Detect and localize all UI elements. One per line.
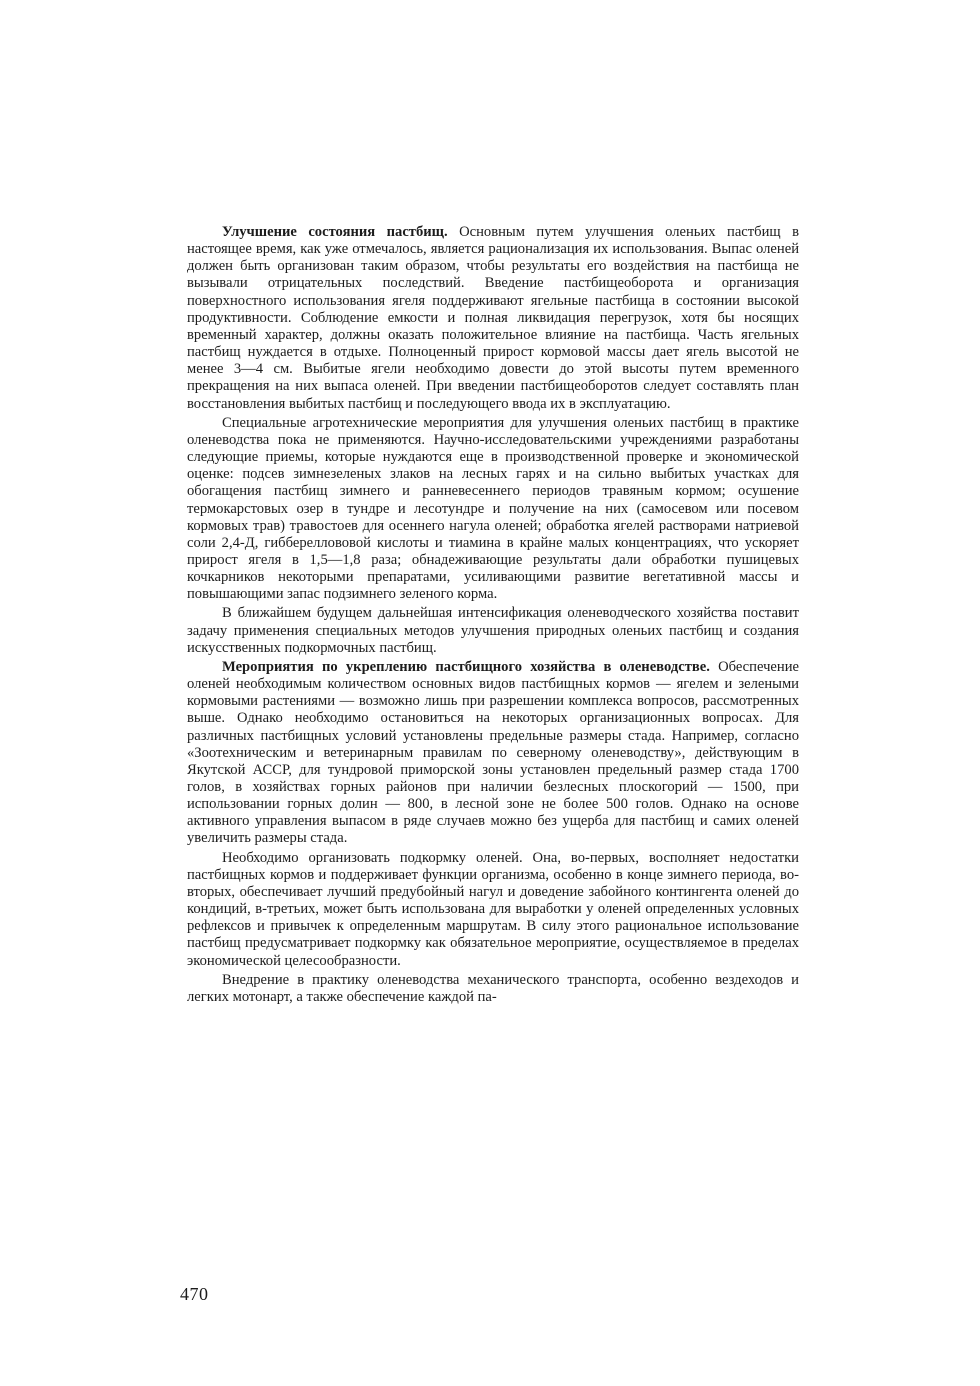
body-text: [187, 224, 799, 1008]
paragraph-heading: Улучшение состояния пастбищ.: [222, 224, 448, 240]
paragraph-pasture-improvement: [187, 224, 799, 413]
paragraph-mechanical-transport: [187, 972, 799, 1006]
paragraph-text: Обеспечение оленей необходимым количеством основных видов пастбищных кормов — ягелем и зелеными кормовыми растениями — возможно лишь при разрешении комплекса вопросов, рассмотренных выше. Однако необходимо остановиться на некоторых организационных вопросах. Для различных пастбищных условий установлены предельные размеры стада. Например, согласно «Зоотехническим и ветеринарным правилам по северному оленеводству», действующим в Якутской АССР, для тундровой приморской зоны установлен предельный размер стада 1700 голов, в хозяйствах горных районов при наличии безлесных плоскогорий — 1500, при использовании горных долин — 800, в лесной зоне не более 500 голов. Однако на основе активного управления выпасом в ряде случаев можно без ущерба для пастбищ и самих оленей увеличить размеры стада.: [187, 658, 799, 847]
paragraph-text: Специальные агротехнические мероприятия для улучшения оленьих пастбищ в практике оленеводства пока не применяются. Научно-исследовательскими учреждениями разработаны следующие приемы, которые нуждаются еще в производственной проверке и экономической оценке: подсев зимнезеленых злаков на лесных гарях и на сильно выбитых участках для обогащения пастбищ зимнего и ранневесеннего периодов травяным кормом; осушение термокарстовых озер в тундре и лесотундре и получение на них (самосевом или посевом кормовых трав) травостоев для осеннего нагула оленей; обработка ягелей растворами натриевой соли 2,4-Д, гиббереллововой кислоты и тиамина в крайне малых концентрациях, что ускоряет прирост ягеля в 1,5—1,8 раза; обнадеживающие результаты дали обработки пушицевых кочкарников некоторыми препаратами, усиливающими развитие вегетативной массы и повышающими запас подзимнего зеленого корма.: [187, 414, 799, 603]
paragraph-supplementary-feeding: [187, 850, 799, 970]
paragraph-text: Необходимо организовать подкормку оленей. Она, во-первых, восполняет недостатки пастбищных кормов и поддерживает функции организма, особенно в конце зимнего периода, во-вторых, обеспечивает лучший предубойный нагул и доведение забойного контингента оленей до кондиций, в-третьих, может быть использована для выработки у оленей определенных условных рефлексов и привычек к определенным маршрутам. В силу этого рациональное использование пастбищ предусматривает подкормку как обязательное мероприятие, осуществляемое в пределах экономической целесообразности.: [187, 849, 799, 969]
paragraph-agrotechnical-measures: [187, 415, 799, 604]
paragraph-heading: Мероприятия по укреплению пастбищного хозяйства в оленеводстве.: [222, 658, 710, 675]
paragraph-text: Основным путем улучшения оленьих пастбищ в настоящее время, как уже отмечалось, является рационализация их использования. Выпас оленей должен быть организован таким образом, чтобы результаты его воздействия на пастбища не вызывали отрицательных последствий. Введение пастбищеоборота и организация поверхностного использования ягеля поддерживают ягельные пастбища в состоянии высокой продуктивности. Соблюдение емкости и полная ликвидация перегрузок, хотя бы носящих временный характер, должны оказать положительное влияние на пастбища. Часть ягельных пастбищ нуждается в отдыхе. Полноценный прирост кормовой массы дает ягель высотой не менее 3—4 см. Выбитые ягели необходимо довести до этой высоты путем временного прекращения на них выпаса оленей. При введении пастбищеоборотов следует составлять план восстановления выбитых пастбищ и последующего ввода их в эксплуатацию.: [187, 224, 799, 412]
page-number: 470: [180, 1284, 209, 1304]
paragraph-text: Внедрение в практику оленеводства механического транспорта, особенно вездеходов и легких мотонарт, а также обеспечение каждой па-: [187, 971, 799, 1005]
paragraph-pasture-management: [187, 659, 799, 848]
paragraph-text: В ближайшем будущем дальнейшая интенсификация оленеводческого хозяйства поставит задачу применения специальных методов улучшения природных оленьих пастбищ и создания искусственных подкормочных пастбищ.: [187, 605, 799, 656]
paragraph-future-intensification: [187, 605, 799, 656]
